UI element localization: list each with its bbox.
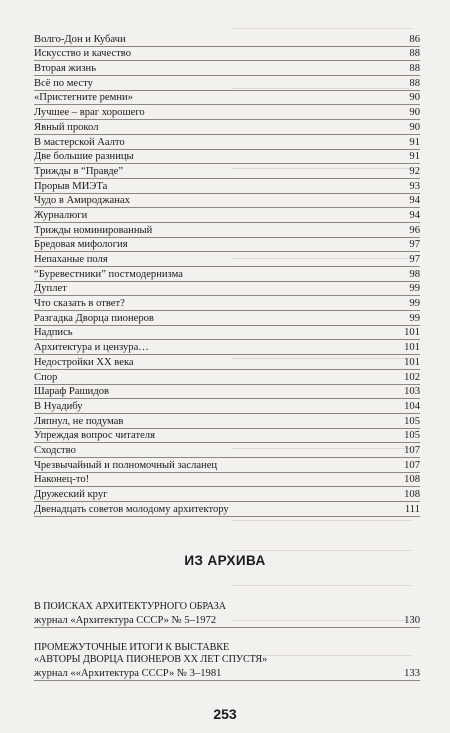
toc-entry-title: Журналюги — [34, 209, 88, 221]
toc-entry-page: 90 — [409, 107, 420, 119]
toc-entry — [34, 105, 420, 120]
toc-entry-page: 99 — [409, 298, 420, 310]
toc-entry — [34, 120, 420, 135]
toc-entry-page: 103 — [404, 386, 420, 398]
toc-entry-title: В мастерской Аалто — [34, 136, 125, 148]
toc-entry — [34, 194, 420, 209]
toc-entry — [34, 252, 420, 267]
toc-entry-page: 91 — [409, 136, 420, 148]
toc-entry-title: “Буревестники” постмодернизма — [34, 268, 183, 280]
toc-entry-page: 86 — [409, 33, 420, 45]
toc-entry-page: 101 — [404, 356, 420, 368]
toc-entry — [34, 487, 420, 502]
toc-entry-page: 104 — [404, 400, 420, 412]
toc-entry-title: Сходство — [34, 444, 76, 456]
toc-entry-page: 97 — [409, 239, 420, 251]
toc-entry — [34, 414, 420, 429]
toc-entry — [34, 208, 420, 223]
toc-entry-page: 101 — [404, 327, 420, 339]
toc-entry-page: 88 — [409, 77, 420, 89]
toc-entry-page: 90 — [409, 92, 420, 104]
page-number: 253 — [213, 706, 237, 722]
toc-entry — [34, 282, 420, 297]
toc-entry-page: 91 — [409, 151, 420, 163]
toc-entry-page: 97 — [409, 254, 420, 265]
toc-entry — [34, 429, 420, 444]
toc-entry — [34, 355, 420, 370]
toc-entry-title: Непаханые поля — [34, 254, 108, 265]
toc-entry-page: 88 — [409, 63, 420, 75]
toc-entry — [34, 47, 420, 62]
toc-entry — [34, 76, 420, 91]
archive-heading: «АВТОРЫ ДВОРЦА ПИОНЕРОВ XX ЛЕТ СПУСТЯ» — [34, 654, 268, 665]
toc-entry-title: Волго-Дон и Кубачи — [34, 33, 126, 45]
toc-entry-title: Ляпнул, не подумав — [34, 415, 124, 427]
toc-entry — [34, 179, 420, 194]
toc-entry-page: 93 — [409, 180, 420, 192]
toc-entry — [34, 473, 420, 488]
toc-entry — [34, 164, 420, 179]
toc-entry-title: Чрезвычайный и полномочный засланец — [34, 459, 218, 471]
toc-entry-page: 102 — [404, 371, 420, 383]
toc-entry — [34, 311, 420, 326]
archive-journal: журнал «Архитектура СССР» № 5–1972 — [34, 615, 217, 626]
toc-entry — [34, 370, 420, 385]
toc-entry — [34, 91, 420, 106]
toc-entry — [34, 296, 420, 311]
archive-heading: ПРОМЕЖУТОЧНЫЕ ИТОГИ К ВЫСТАВКЕ — [34, 642, 230, 653]
toc-entry — [34, 502, 420, 517]
archive-entry — [34, 601, 420, 628]
toc-entry-page: 99 — [409, 312, 420, 324]
toc-entry — [34, 385, 420, 400]
toc-entry-page: 92 — [409, 165, 420, 177]
toc-entry — [34, 458, 420, 473]
toc-entry-page: 98 — [409, 268, 420, 280]
toc-entry-title: Трижды в “Правде” — [34, 165, 124, 177]
toc-entry — [34, 443, 420, 458]
toc-entry — [34, 399, 420, 414]
toc-entry — [34, 223, 420, 238]
toc-entry-page: 108 — [404, 489, 420, 500]
toc-entry — [34, 238, 420, 253]
toc-entry-title: Шараф Рашидов — [34, 386, 110, 398]
toc-entry-page: 107 — [404, 444, 420, 456]
toc-entry-page: 107 — [404, 459, 420, 471]
table-of-contents — [34, 32, 420, 517]
toc-entry-title: Чудо в Амироджанах — [34, 195, 130, 207]
toc-entry-title: Две большие разницы — [34, 151, 134, 163]
toc-entry-page: 88 — [409, 48, 420, 60]
toc-entry-title: Разгадка Дворца пионеров — [34, 312, 154, 324]
toc-entry — [34, 135, 420, 150]
toc-entry-title: Вторая жизнь — [34, 63, 97, 75]
toc-entry — [34, 340, 420, 355]
archive-heading: В ПОИСКАХ АРХИТЕКТУРНОГО ОБРАЗА — [34, 601, 226, 612]
toc-entry-page: 105 — [404, 415, 420, 427]
toc-entry-title: Всё по месту — [34, 77, 93, 89]
toc-entry — [34, 32, 420, 47]
toc-entry-title: Архитектура и цензура… — [34, 342, 149, 354]
toc-entry-page: 105 — [404, 430, 420, 442]
toc-entry-title: Надпись — [34, 327, 73, 339]
toc-entry-page: 99 — [409, 283, 420, 295]
toc-entry-title: Наконец-то! — [34, 474, 90, 486]
toc-entry-title: Упреждая вопрос читателя — [34, 430, 155, 442]
toc-entry-page: 96 — [409, 224, 420, 236]
toc-entry-title: В Нуадибу — [34, 400, 83, 412]
toc-entry-title: Искусство и качество — [34, 48, 131, 60]
archive-page: 133 — [404, 668, 420, 679]
toc-entry — [34, 150, 420, 165]
toc-entry-page: 90 — [409, 121, 420, 133]
toc-entry-title: Недостройки XX века — [34, 356, 134, 368]
toc-entry-title: Спор — [34, 371, 58, 383]
toc-entry-title: Дружеский круг — [34, 489, 108, 500]
archive-page: 130 — [404, 615, 420, 626]
toc-entry-title: Бредовая мифология — [34, 239, 128, 251]
archive-journal: журнал ««Архитектура СССР» № 3–1981 — [34, 668, 222, 679]
toc-entry-title: Лучшее – враг хорошего — [34, 107, 145, 119]
toc-entry-title: Трижды номинированный — [34, 224, 153, 236]
toc-entry-title: Двенадцать советов молодому архитектору — [34, 503, 229, 515]
toc-entry-title: Явный прокол — [34, 121, 99, 133]
toc-entry — [34, 61, 420, 76]
section-title: ИЗ АРХИВА — [184, 553, 266, 568]
toc-entry-page: 94 — [409, 209, 420, 221]
toc-entry-title: Что сказать в ответ? — [34, 298, 125, 310]
toc-entry-title: «Пристегните ремни» — [34, 92, 133, 104]
archive-journal-row — [34, 613, 420, 628]
toc-entry — [34, 267, 420, 282]
archive-entry — [34, 642, 420, 681]
toc-entry-title: Прорыв МИЭТа — [34, 180, 108, 192]
toc-entry-page: 94 — [409, 195, 420, 207]
toc-entry-page: 108 — [404, 474, 420, 486]
archive-journal-row — [34, 666, 420, 681]
toc-entry — [34, 326, 420, 341]
toc-entry-page: 101 — [404, 342, 420, 354]
toc-entry-title: Дуплет — [34, 283, 67, 295]
toc-entry-page: 111 — [404, 503, 420, 515]
